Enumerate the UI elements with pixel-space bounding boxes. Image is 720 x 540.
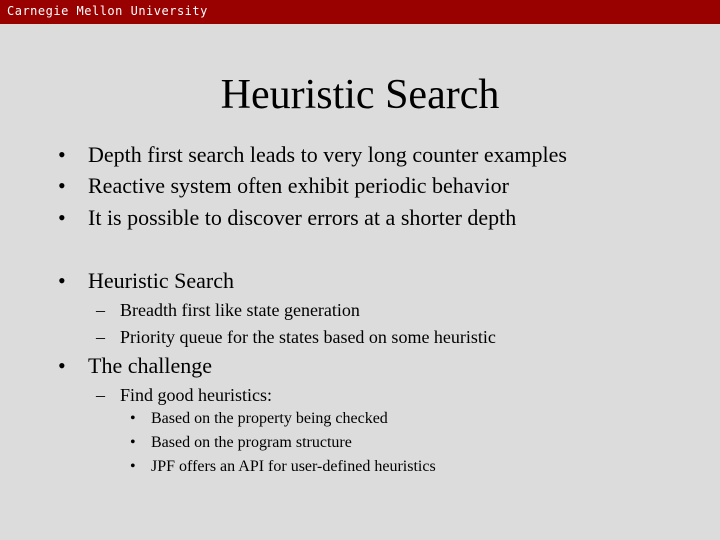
bullet-heading: The challenge <box>88 353 212 378</box>
sub-bullet-text: Priority queue for the states based on some heuristic <box>120 327 496 347</box>
dash-marker: – <box>96 385 105 405</box>
bullet-marker: • <box>58 268 66 293</box>
header-bar <box>0 0 720 24</box>
bullet-text: Depth first search leads to very long counter examples <box>88 142 567 167</box>
bullet-marker: • <box>58 142 66 167</box>
bullet-heading: Heuristic Search <box>88 268 234 293</box>
bullet-text: Reactive system often exhibit periodic behavior <box>88 173 509 198</box>
sub-bullet-text: Find good heuristics: <box>120 385 272 405</box>
bullet-marker: • <box>58 173 66 198</box>
slide-title: Heuristic Search <box>220 72 500 118</box>
dash-marker: – <box>96 300 105 320</box>
sub-sub-bullet-text: JPF offers an API for user-defined heuristics <box>151 458 436 475</box>
bullet-marker: • <box>58 353 66 378</box>
sub-bullet-text: Breadth first like state generation <box>120 300 360 320</box>
institution-name: Carnegie Mellon University <box>7 4 208 18</box>
bullet-marker: • <box>130 410 136 427</box>
bullet-marker: • <box>130 458 136 475</box>
dash-marker: – <box>96 327 105 347</box>
bullet-marker: • <box>130 434 136 451</box>
sub-sub-bullet-text: Based on the program structure <box>151 434 352 451</box>
sub-sub-bullet-text: Based on the property being checked <box>151 410 388 427</box>
bullet-marker: • <box>58 205 66 230</box>
bullet-text: It is possible to discover errors at a shorter depth <box>88 205 517 230</box>
